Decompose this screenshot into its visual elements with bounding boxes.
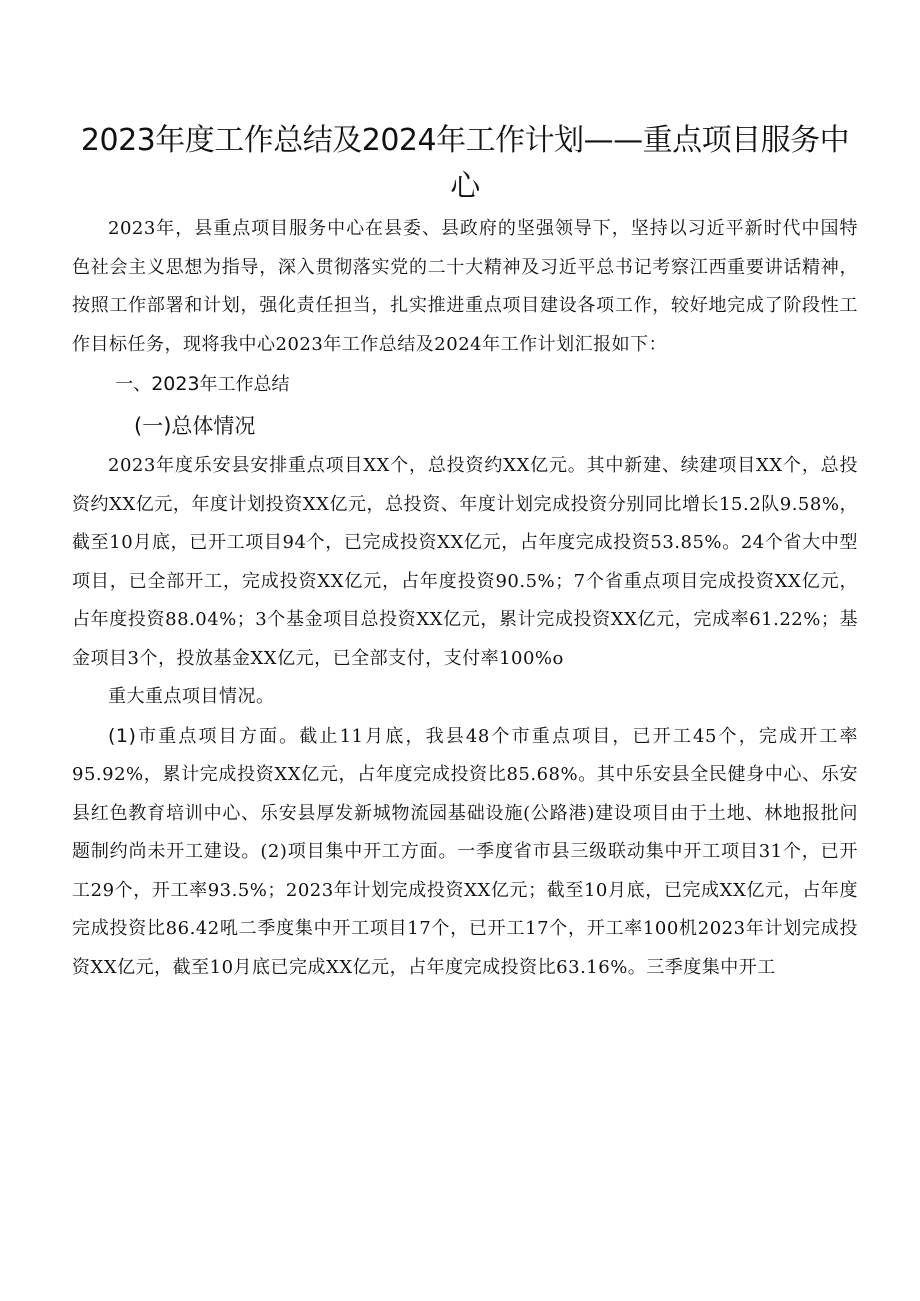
- city-projects-text: 市重点项目方面。截止11月底，我县48个市重点项目，已开工45个，完成开工率95.92%，累计完成投资XX亿元，占年度完成投资比85.68%。其中乐安县全民健身中心、乐安县红色教育培训中心、乐安县厚发新城物流园基础设施(公路港)建设项目由于土地、林地报批问题制约尚未开工建设。(2)项目集中开工方面。一季度省市县三级联动集中开工项目31个，已开工29个，开工率93.5%；2023年计划完成投资XX亿元；截至10月底，已完成XX亿元，占年度完成投资比86.42吼二季度集中开工项目17个，已开工17个，开工率100机2023年计划完成投资XX亿元，截至10月底已完成XX亿元，占年度完成投资比63.16%。三季度集中开工: [72, 725, 858, 978]
- section-heading-1: [72, 364, 858, 405]
- major-projects-heading: 重大重点项目情况。: [108, 686, 275, 707]
- section-title: 年工作总结: [199, 374, 290, 395]
- intro-paragraph: 2023年，县重点项目服务中心在县委、县政府的坚强领导下，坚持以习近平新时代中国特色社会主义思想为指导，深入贯彻落实党的二十大精神及习近平总书记考察江西重要讲话精神，按照工作部署和计划，强化责任担当，扎实推进重点项目建设各项工作，较好地完成了阶段性工作目标任务，现将我中心2023年工作总结及2024年工作计划汇报如下：: [72, 218, 858, 355]
- subsection-heading-1: (一)总体情况: [134, 414, 256, 438]
- section-prefix: 一、: [115, 374, 152, 395]
- overview-paragraph: 2023年度乐安县安排重点项目XX个，总投资约XX亿元。其中新建、续建项目XX个，总投资约XX亿元，年度计划投资XX亿元，总投资、年度计划完成投资分别同比增长15.2队9.58%，截至10月底，已开工项目94个，已完成投资XX亿元，占年度完成投资53.85%。24个省大中型项目，已全部开工，完成投资XX亿元，占年度投资90.5%；7个省重点项目完成投资XX亿元，占年度投资88.04%；3个基金项目总投资XX亿元，累计完成投资XX亿元，完成率61.22%；基金项目3个，投放基金XX亿元，已全部支付，支付率100%o: [72, 455, 858, 669]
- city-projects-paragraph: [72, 717, 858, 988]
- section-year: 2023: [151, 373, 200, 395]
- item-number: (1): [108, 724, 137, 747]
- document-title: 2023年度工作总结及2024年工作计划——重点项目服务中心: [80, 123, 850, 204]
